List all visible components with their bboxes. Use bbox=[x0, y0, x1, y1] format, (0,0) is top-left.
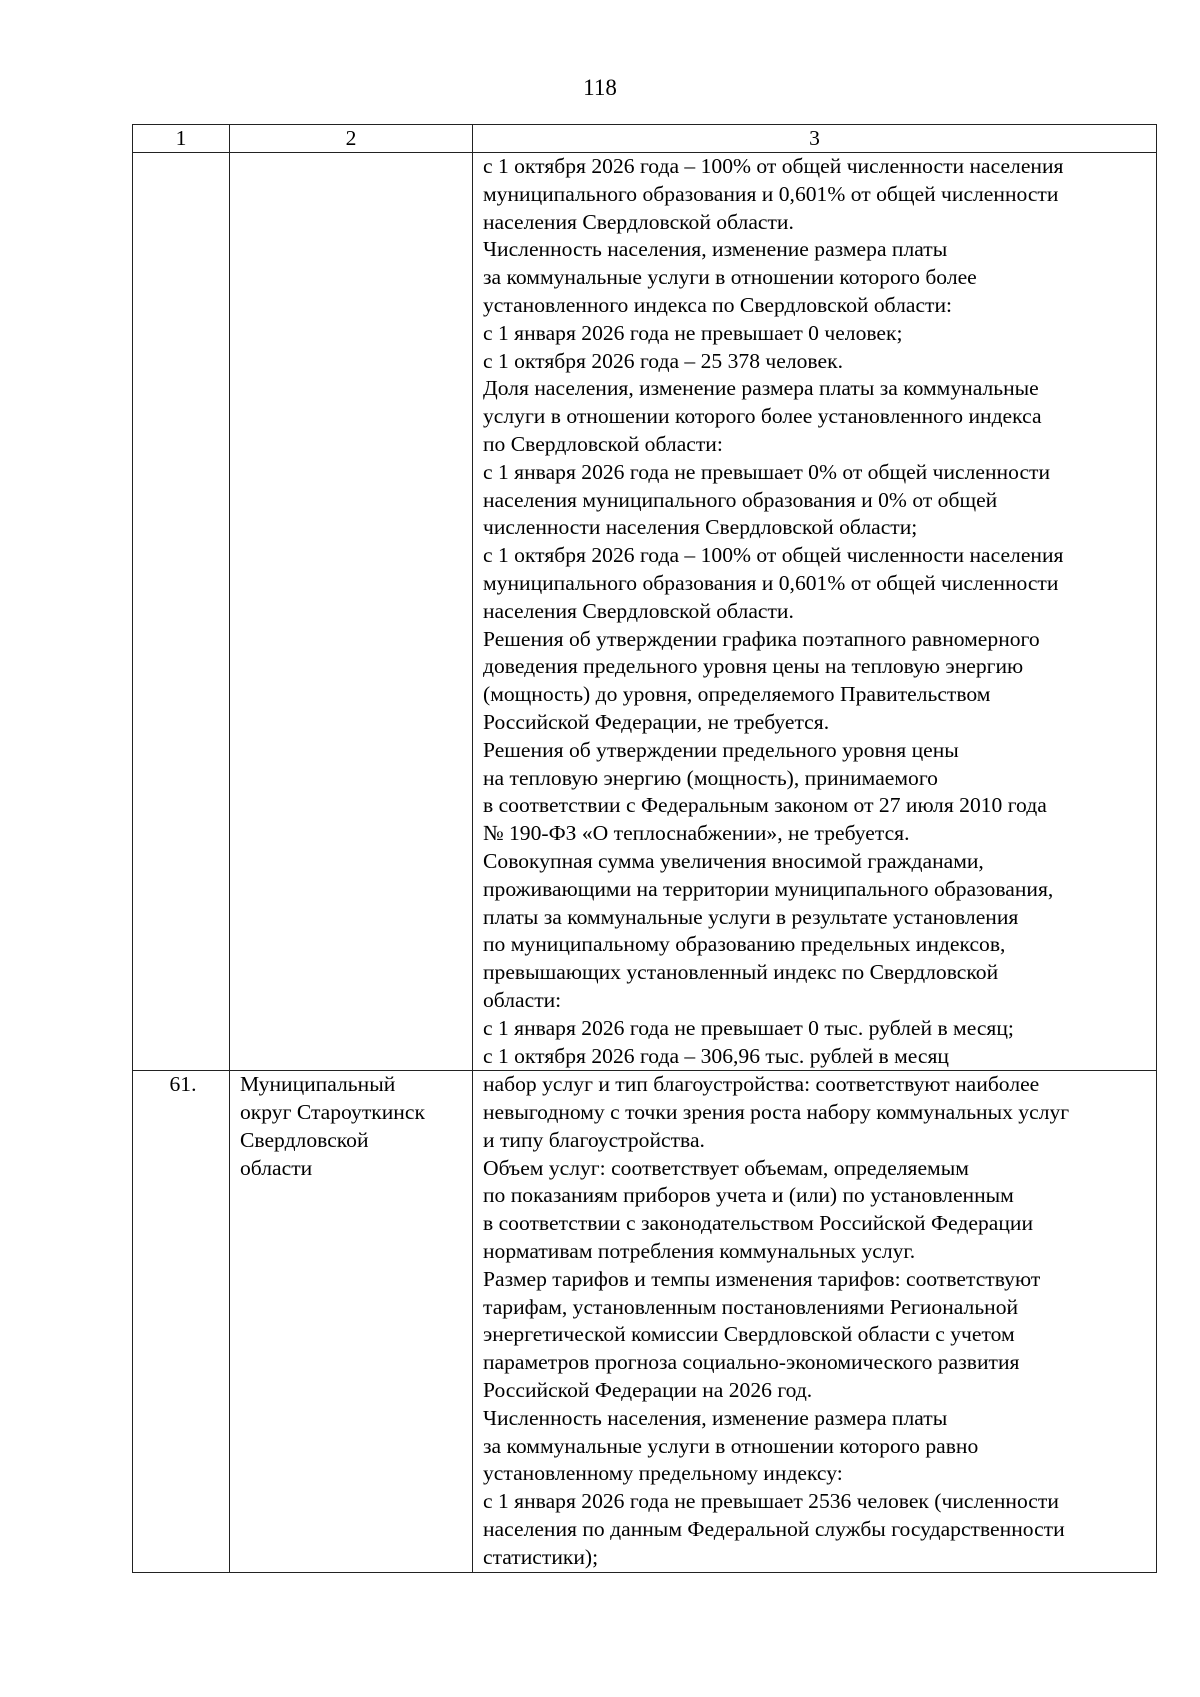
text-line: (мощность) до уровня, определяемого Правительством bbox=[483, 682, 991, 707]
text-line: за коммунальные услуги в отношении которого более bbox=[483, 265, 977, 290]
text-line: области bbox=[240, 1155, 313, 1180]
text-line: № 190-ФЗ «О теплоснабжении», не требуется. bbox=[483, 821, 910, 846]
text-line: энергетической комиссии Свердловской области с учетом bbox=[483, 1322, 1015, 1347]
row-number-cell: 61. bbox=[133, 1071, 230, 1572]
text-line: Свердловской bbox=[240, 1127, 369, 1152]
text-line: с 1 января 2026 года не превышает 0 человек; bbox=[483, 320, 903, 345]
text-line: за коммунальные услуги в отношении которого равно bbox=[483, 1433, 979, 1458]
text-line: с 1 октября 2026 года – 25 378 человек. bbox=[483, 348, 843, 373]
text-line: с 1 января 2026 года не превышает 0 тыс. рублей в месяц; bbox=[483, 1015, 1014, 1040]
text-line: невыгодному с точки зрения роста набору коммунальных услуг bbox=[483, 1100, 1070, 1125]
text-line: платы за коммунальные услуги в результате установления bbox=[483, 904, 1019, 929]
text-line: с 1 октября 2026 года – 306,96 тыс. рублей в месяц bbox=[483, 1043, 949, 1068]
text-line: доведения предельного уровня цены на тепловую энергию bbox=[483, 654, 1024, 679]
table-row bbox=[133, 153, 1157, 1071]
text-line: Решения об утверждении предельного уровня цены bbox=[483, 737, 959, 762]
text-line: тарифам, установленным постановлениями Региональной bbox=[483, 1294, 1019, 1319]
description-cell bbox=[473, 153, 1157, 1071]
text-line: параметров прогноза социально-экономического развития bbox=[483, 1350, 1020, 1375]
municipality-cell bbox=[230, 1071, 473, 1572]
text-line: области: bbox=[483, 987, 562, 1012]
text-line: с 1 октября 2026 года – 100% от общей численности населения bbox=[483, 154, 1064, 178]
text-line: по Свердловской области: bbox=[483, 431, 723, 456]
text-line: Совокупная сумма увеличения вносимой гражданами, bbox=[483, 848, 984, 873]
text-line: муниципального образования и 0,601% от общей численности bbox=[483, 181, 1059, 206]
text-line: Численность населения, изменение размера платы bbox=[483, 1405, 948, 1430]
document-table bbox=[132, 124, 1157, 1573]
row-number-cell bbox=[133, 153, 230, 1071]
text-line: услуги в отношении которого более установленного индекса bbox=[483, 404, 1042, 429]
text-line: набор услуг и тип благоустройства: соответствуют наиболее bbox=[483, 1072, 1040, 1097]
text-line: с 1 января 2026 года не превышает 2536 человек (численности bbox=[483, 1489, 1059, 1514]
text-line: превышающих установленный индекс по Свердловской bbox=[483, 960, 999, 985]
text-line: Численность населения, изменение размера платы bbox=[483, 237, 948, 262]
text-line: по муниципальному образованию предельных индексов, bbox=[483, 932, 1006, 957]
page-number: 118 bbox=[583, 75, 617, 100]
column-header: 1 bbox=[133, 125, 230, 153]
text-line: населения Свердловской области. bbox=[483, 209, 794, 234]
text-line: Муниципальный bbox=[240, 1072, 396, 1097]
text-line: на тепловую энергию (мощность), принимаемого bbox=[483, 765, 938, 790]
text-line: с 1 октября 2026 года – 100% от общей численности населения bbox=[483, 543, 1064, 568]
text-line: и типу благоустройства. bbox=[483, 1127, 705, 1152]
municipality-cell bbox=[230, 153, 473, 1071]
text-line: численности населения Свердловской области; bbox=[483, 515, 918, 540]
text-line: нормативам потребления коммунальных услуг. bbox=[483, 1239, 916, 1264]
table-header-row bbox=[133, 125, 1157, 153]
description-cell bbox=[473, 1071, 1157, 1572]
text-line: Решения об утверждении графика поэтапного равномерного bbox=[483, 626, 1040, 651]
text-line: в соответствии с законодательством Российской Федерации bbox=[483, 1211, 1033, 1236]
text-line: установленному предельному индексу: bbox=[483, 1461, 843, 1486]
text-line: Доля населения, изменение размера платы за коммунальные bbox=[483, 376, 1039, 401]
column-header: 2 bbox=[230, 125, 473, 153]
text-line: в соответствии с Федеральным законом от 27 июля 2010 года bbox=[483, 793, 1047, 818]
text-line: населения муниципального образования и 0% от общей bbox=[483, 487, 998, 512]
text-line: муниципального образования и 0,601% от общей численности bbox=[483, 570, 1059, 595]
text-line: с 1 января 2026 года не превышает 0% от общей численности bbox=[483, 459, 1051, 484]
text-line: округ Староуткинск bbox=[240, 1100, 425, 1125]
text-line: Размер тарифов и темпы изменения тарифов: соответствуют bbox=[483, 1266, 1041, 1291]
text-line: статистики); bbox=[483, 1544, 599, 1569]
text-line: Российской Федерации на 2026 год. bbox=[483, 1378, 813, 1403]
text-line: Объем услуг: соответствует объемам, определяемым bbox=[483, 1155, 969, 1180]
text-line: по показаниям приборов учета и (или) по установленным bbox=[483, 1183, 1014, 1208]
text-line: проживающими на территории муниципального образования, bbox=[483, 876, 1054, 901]
text-line: Российской Федерации, не требуется. bbox=[483, 709, 830, 734]
column-header: 3 bbox=[473, 125, 1157, 153]
text-line: установленного индекса по Свердловской области: bbox=[483, 292, 953, 317]
text-line: населения Свердловской области. bbox=[483, 598, 794, 623]
table-row bbox=[133, 1071, 1157, 1572]
text-line: населения по данным Федеральной службы государственности bbox=[483, 1517, 1065, 1542]
